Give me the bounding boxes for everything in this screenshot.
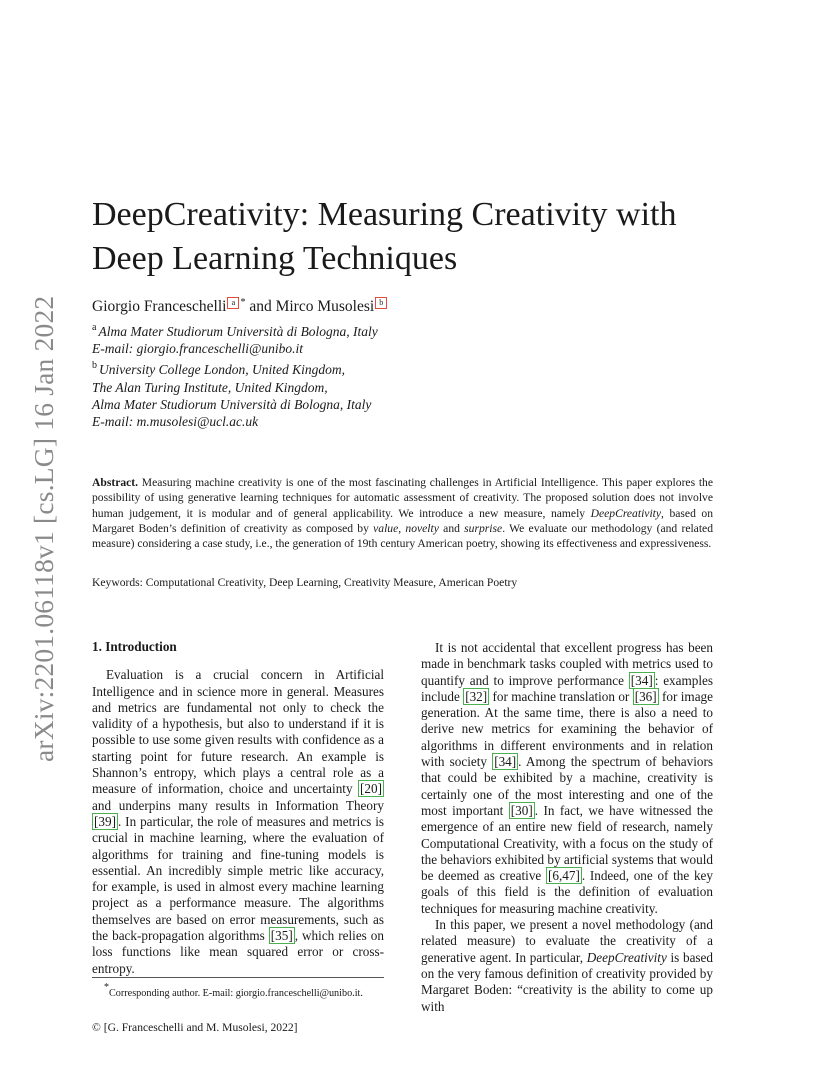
arxiv-stamp: arXiv:2201.06118v1 [cs.LG] 16 Jan 2022 [28,295,59,762]
citation-link[interactable]: [34] [494,754,517,770]
affiliations [92,319,378,430]
citation-link[interactable]: [32] [465,688,488,704]
citation-link[interactable]: [30] [510,802,533,818]
copyright-notice: © [G. Franceschelli and M. Musolesi, 2022] [92,1021,298,1034]
author-1: Giorgio Franceschelli [92,298,227,315]
affiliation-b: $^b$ University College London, United Kingdom, [92,360,345,378]
paper-title: DeepCreativity: Measuring Creativity with Deep Learning Techniques [92,196,677,277]
author-conjunction: and [245,298,276,315]
author-2: Mirco Musolesi [275,298,375,315]
affiliation-b-line2: The Alan Turing Institute, United Kingdom, [92,379,328,395]
citation-link[interactable]: [6,47] [547,868,580,884]
orcid-link-author-2[interactable]: b [375,297,387,309]
paragraph-1: Evaluation is a crucial concern in Artificial Intelligence and in science more in general. Measures and metrics are fundamental not only to check the validity of a hypothesis, but also to understand if it is possible to use some given results with confidence as a starting point for future research. An example is Shannon’s entropy, which plays a central role as a measure of information, choice and uncertainty [20] and underpins many results in Information Theory [39] . In particular, the role of measures and metrics is crucial in machine learning, where the evaluation of algorithms for training and fine-tuning models is essential. An incredibly simple metric like accuracy, for example, is used in almost every machine learning project as a performance measure. The algorithms themselves are based on error measurements, such as the back-propagation algorithms [35] , which relies on loss functions like mean squared error or cross-entropy. [92,667,384,976]
citation-link[interactable]: [36] [634,688,657,704]
citation-link[interactable]: [39] [94,813,116,829]
right-column [421,640,713,1015]
corresponding-mark: * [240,297,246,308]
section-heading-introduction: 1. Introduction [92,639,177,654]
paragraph-2: It is not accidental that excellent progress has been made in benchmark tasks coupled with metrics used to quantify and to improve performance [34] : examples include [32] for machine translation or [36] for image generation. At the same time, there is also a need to derive new metrics for examining the behavior of algorithms in different environments and in relation with society [34] . Among the spectrum of behaviors that could be exhibited by a machine, creativity is certainly one of the most interesting and one of the most important [30] . In fact, we have witnessed the emergence of an entire new field of research, namely Computational Creativity, with a focus on the study of the behaviors exhibited by artificial systems that would be deemed as creative [6,47] . Indeed, one of the key goals of this field is the definition of evaluation techniques for measuring machine creativity. [421,640,714,916]
citation-link[interactable]: [35] [270,928,293,944]
affiliation-a: $^a$ Alma Mater Studiorum Università di Bologna, Italy [92,322,378,339]
paragraph-3: In this paper, we present a novel methodology (and related measure) to evaluate the creativity of a generative agent. In particular, DeepCreativity is based on the very famous definition of creativity provided by Margaret Boden: “creativity is the ability to come up with [421,917,713,1014]
email-b: E-mail: m.musolesi@ucl.ac.uk [92,414,259,430]
abstract: Abstract. Measuring machine creativity is one of the most fascinating challenges in Artificial Intelligence. This paper explores the possibility of using generative learning techniques for automatic assessment of creativity. The proposed solution does not involve human judgement, it is modular and of general applicability. We introduce a new measure, namely DeepCreativity, based on Margaret Boden’s definition of creativity as composed by value, novelty and surprise. We evaluate our methodology (and related measure) considering a case study, i.e., the generation of 19th century American poetry, showing its effectiveness and expressiveness. [92,476,713,551]
affiliation-b-line3: Alma Mater Studiorum Università di Bologna, Italy [92,396,372,412]
left-column [92,639,384,977]
footnote: *Corresponding author. E-mail: giorgio.franceschelli@unibo.it. [104,982,363,999]
author-line [92,297,388,316]
email-a: E-mail: giorgio.franceschelli@unibo.it [92,341,304,357]
citation-link[interactable]: [34] [630,672,653,688]
keywords: Keywords: Computational Creativity, Deep Learning, Creativity Measure, American Poetry [92,576,518,589]
abstract-label: Abstract. [92,476,139,489]
citation-link[interactable]: [20] [360,781,382,797]
footnote-rule [92,977,384,978]
orcid-link-author-1[interactable]: a [227,297,239,309]
